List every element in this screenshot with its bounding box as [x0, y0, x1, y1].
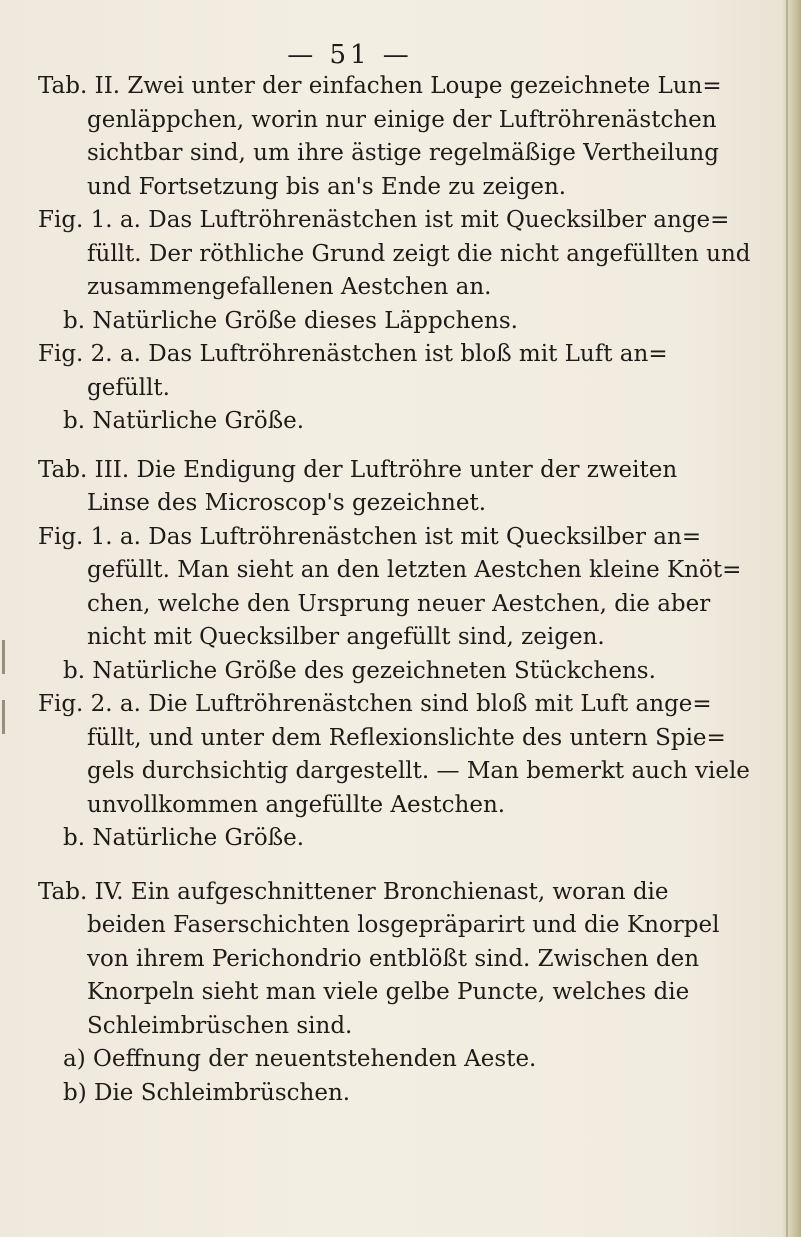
text-line: beiden Faserschichten losgepräparirt und die Knorpel	[87, 912, 720, 938]
margin-mark	[2, 640, 5, 674]
text-line: Fig. 2. a. Das Luftröhrenästchen ist bloß mit Luft an=	[38, 341, 668, 367]
spacer	[38, 856, 778, 876]
text-line: Knorpeln sieht man viele gelbe Puncte, welches die	[87, 979, 690, 1005]
text-line: gefüllt. Man sieht an den letzten Aestchen kleine Knöt=	[87, 557, 742, 583]
text-line: b. Natürliche Größe des gezeichneten Stückchens.	[63, 657, 656, 684]
text-line: chen, welche den Ursprung neuer Aestchen, die aber	[87, 590, 711, 617]
text-line: gels durchsichtig dargestellt. — Man bemerkt auch viele	[87, 758, 750, 784]
page-edge-shadow	[781, 0, 801, 1237]
text-line: Tab. IV. Ein aufgeschnittener Bronchienast, woran die	[38, 878, 669, 905]
text-line: b. Natürliche Größe.	[63, 825, 305, 851]
text-line: unvollkommen angefüllte Aestchen.	[87, 791, 506, 818]
text-line: nicht mit Quecksilber angefüllt sind, zeigen.	[87, 624, 605, 650]
text-line: Fig. 2. a. Die Luftröhrenästchen sind bloß mit Luft ange=	[38, 691, 712, 717]
text-line: a) Oeffnung der neuentstehenden Aeste.	[63, 1046, 537, 1072]
page-edge-line	[786, 0, 788, 1237]
page-text	[38, 70, 778, 1110]
margin-mark	[2, 700, 5, 734]
text-line: von ihrem Perichondrio entblößt sind. Zwischen den	[87, 945, 700, 972]
text-line: Tab. II. Zwei unter der einfachen Loupe gezeichnete Lun=	[38, 73, 722, 99]
text-line: b. Natürliche Größe.	[63, 408, 305, 434]
text-line: b) Die Schleimbrüschen.	[63, 1079, 351, 1106]
page-number: — 51 —	[287, 40, 413, 70]
text-line: Linse des Microscop's gezeichnet.	[87, 490, 487, 516]
text-line: b. Natürliche Größe dieses Läppchens.	[63, 307, 518, 334]
text-line: und Fortsetzung bis an's Ende zu zeigen.	[87, 173, 567, 200]
spacer	[38, 439, 778, 454]
text-line: füllt. Der röthliche Grund zeigt die nicht angefüllten und	[87, 240, 751, 267]
text-line: genläppchen, worin nur einige der Luftröhrenästchen	[87, 106, 717, 133]
text-line: Fig. 1. a. Das Luftröhrenästchen ist mit Quecksilber an=	[38, 523, 702, 550]
text-line: zusammengefallenen Aestchen an.	[87, 274, 492, 300]
text-line: Schleimbrüschen sind.	[87, 1012, 353, 1039]
text-line: füllt, und unter dem Reflexionslichte des untern Spie=	[87, 724, 726, 751]
text-line: Fig. 1. a. Das Luftröhrenästchen ist mit Quecksilber ange=	[38, 207, 730, 233]
text-line: sichtbar sind, um ihre ästige regelmäßige Vertheilung	[87, 140, 719, 166]
text-line: gefüllt.	[87, 374, 170, 401]
text-line: Tab. III. Die Endigung der Luftröhre unter der zweiten	[38, 456, 678, 483]
